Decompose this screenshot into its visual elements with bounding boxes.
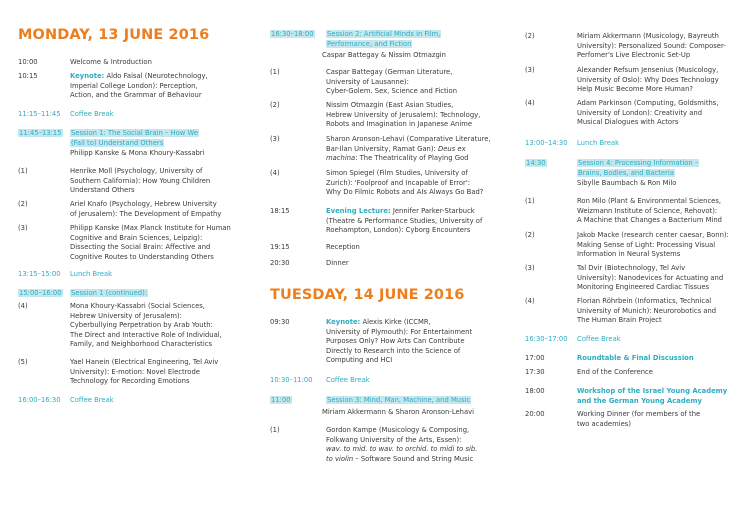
session-time: 15:00–16:00: [19, 289, 62, 297]
session-presenters: Sibylle Baumbach & Ron Milo: [577, 179, 677, 187]
item-time: 13:15–15:00: [18, 270, 61, 278]
session-title: Session 1 (continued):: [71, 289, 148, 297]
keynote-label: Keynote:: [70, 72, 105, 80]
item-title: Coffee Break: [577, 335, 621, 343]
item-time: 09:30: [270, 318, 290, 326]
session-title: Session 1: The Social Brain – How We (Fail to) Understand Others: [71, 129, 199, 147]
item-title: Lunch Break: [577, 139, 620, 147]
item-time: 18:15: [270, 207, 290, 215]
session-presenters: Miriam Akkermann & Sharon Aronson-Lehavi: [322, 408, 475, 416]
talk-number: (3): [525, 66, 535, 74]
item-time: 19:15: [270, 243, 290, 251]
item-time: 10:15: [18, 72, 38, 80]
talk-number: (3): [18, 224, 28, 232]
session-time: 11:00: [271, 396, 291, 404]
item-time: 10:30–11:00: [270, 376, 313, 384]
keynote-text: Keynote: Aldo Faisal (Neurotechnology, Imperial College London): Perception, Action, and the Grammar of Behaviour: [70, 72, 208, 100]
talk-number: (2): [270, 101, 280, 109]
session-title: Session 2: Artificial Minds in Film, Performance, and Fiction: [327, 30, 441, 48]
item-time: 16:00–16:30: [18, 396, 61, 404]
talk-number: (2): [18, 200, 28, 208]
lecture-label: Evening Lecture:: [326, 207, 391, 215]
item-title: Coffee Break: [70, 110, 114, 118]
talk-number: (2): [525, 32, 535, 40]
talk-number: (1): [525, 197, 535, 205]
session-time: 16:30–18:00: [271, 30, 314, 38]
item-title: Roundtable & Final Discussion: [577, 354, 694, 362]
item-title: End of the Conference: [577, 368, 653, 376]
item-time: 10:00: [18, 58, 38, 66]
talk-number: (3): [525, 264, 535, 272]
item-time: 17:30: [525, 368, 545, 376]
item-title: Dinner: [326, 259, 349, 267]
talk-number: (3): [270, 135, 280, 143]
talk-number: (2): [525, 231, 535, 239]
item-time: 18:00: [525, 387, 545, 395]
item-time: 11:15–11:45: [18, 110, 61, 118]
day-heading-monday: MONDAY, 13 JUNE 2016: [18, 27, 210, 43]
talk-number: (4): [525, 99, 535, 107]
day-heading-tuesday: TUESDAY, 14 JUNE 2016: [270, 287, 465, 303]
item-time: 13:00–14:30: [525, 139, 568, 147]
session-presenters: Caspar Battegay & Nissim Otmazgin: [322, 51, 446, 59]
item-time: 17:00: [525, 354, 545, 362]
item-title: Working Dinner (for members of the two academies): [577, 410, 701, 428]
keynote-label: Keynote:: [326, 318, 361, 326]
talk-number: (1): [270, 68, 280, 76]
session-title: Session 3: Mind, Man, Machine, and Music: [327, 396, 471, 404]
item-title: Welcome & Introduction: [70, 58, 152, 66]
talk-number: (4): [18, 302, 28, 310]
item-time: 20:00: [525, 410, 545, 418]
item-title: Workshop of the Israel Young Academy and the German Young Academy: [577, 387, 728, 405]
session-time: 14:30: [526, 159, 546, 167]
talk-number: (5): [18, 358, 28, 366]
session-title: Session 4: Processing Information – Brains, Bodies, and Bacteria: [578, 159, 699, 177]
session-time: 11:45–13:15: [19, 129, 62, 137]
item-time: 16:30–17:00: [525, 335, 568, 343]
item-title: Lunch Break: [70, 270, 113, 278]
item-title: Reception: [326, 243, 360, 251]
talk-number: (4): [525, 297, 535, 305]
talk-number: (4): [270, 169, 280, 177]
talk-number: (1): [18, 167, 28, 175]
item-title: Coffee Break: [70, 396, 114, 404]
session-presenters: Philipp Kanske & Mona Khoury-Kassabri: [70, 149, 205, 157]
item-time: 20:30: [270, 259, 290, 267]
item-title: Coffee Break: [326, 376, 370, 384]
talk-number: (1): [270, 426, 280, 434]
